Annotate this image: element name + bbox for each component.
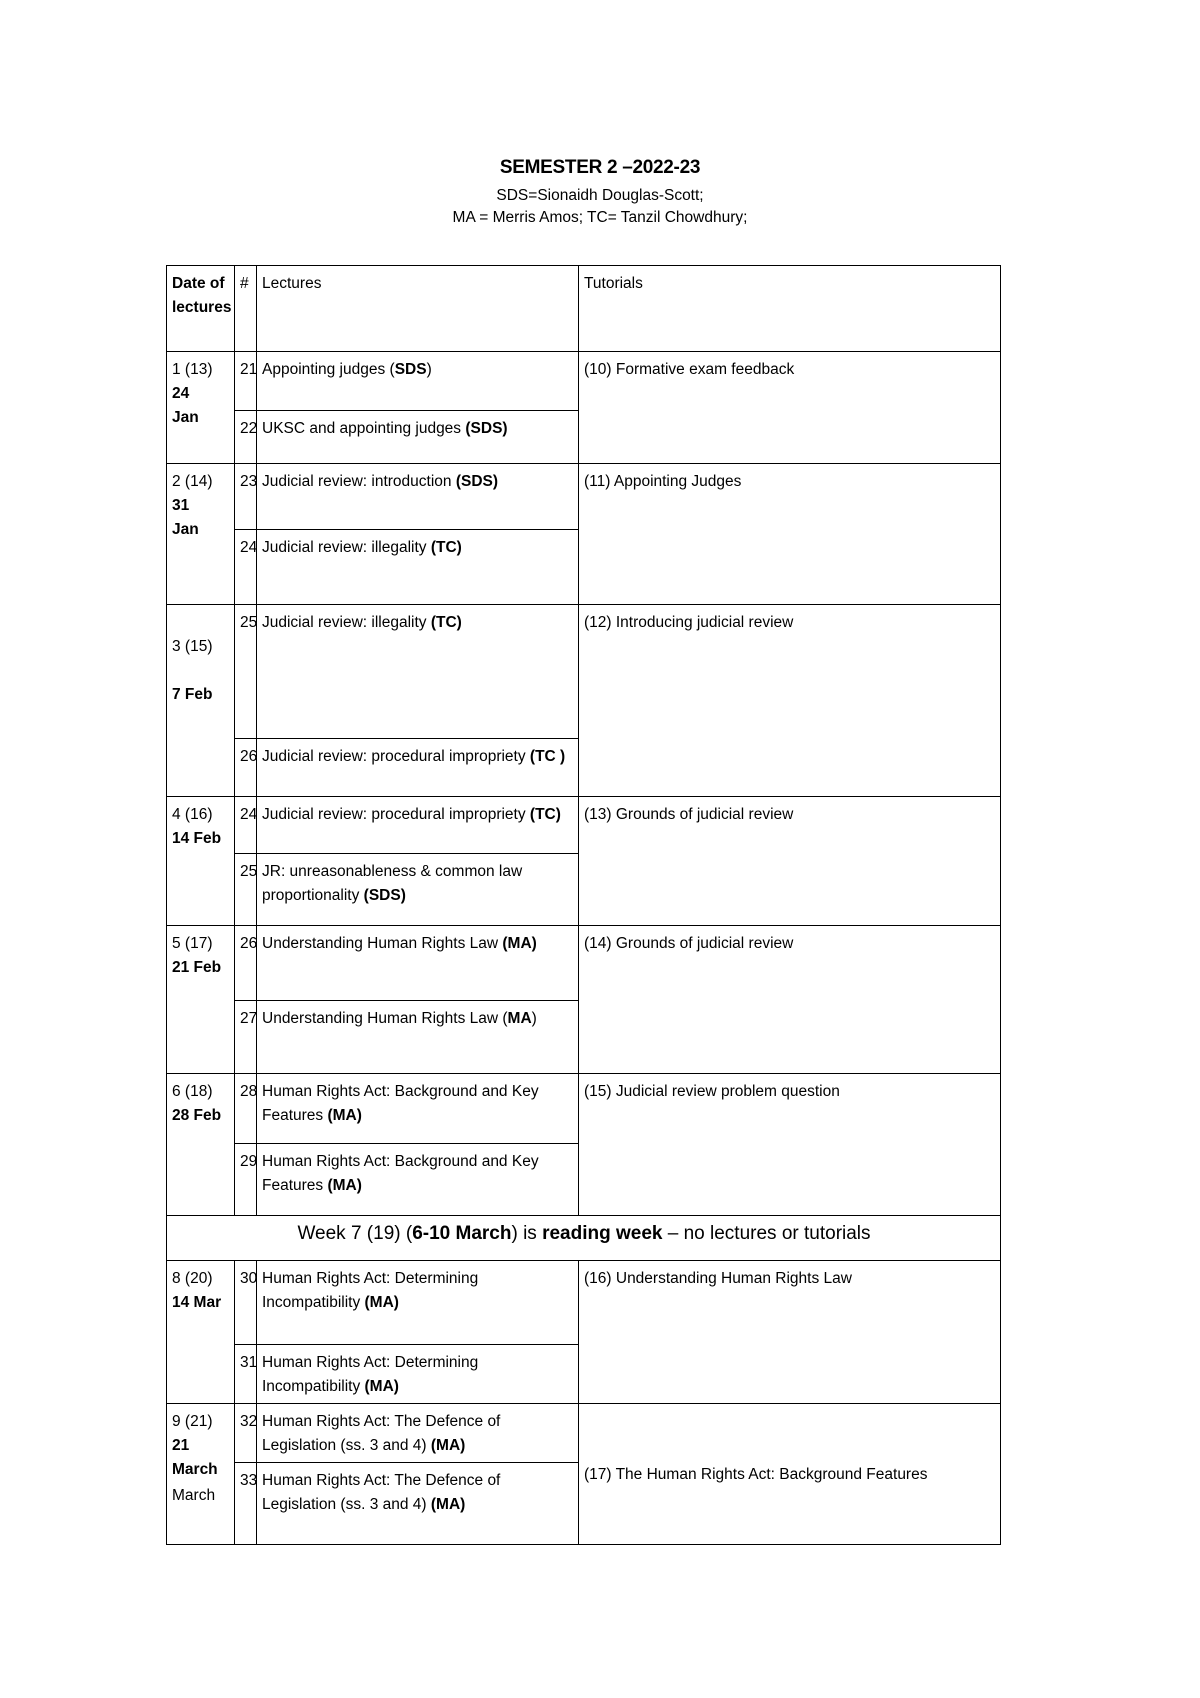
reading-week-dates: 6-10 March: [412, 1223, 512, 1244]
lecture-number: 32: [235, 1404, 257, 1463]
lecture-number: 25: [235, 605, 257, 739]
lecturer: MA: [507, 1010, 532, 1027]
header-number: #: [235, 266, 257, 352]
week-date: 24 Jan: [172, 385, 199, 426]
tutorial-cell: (12) Introducing judicial review: [579, 605, 1001, 797]
lecture-title: Human Rights Act: The Defence of Legislation (ss. 3 and 4): [262, 1413, 501, 1454]
lecture-title: Human Rights Act: Background and Key Features: [262, 1083, 539, 1124]
week-label: 8 (20): [172, 1270, 213, 1287]
tutorial-cell: (10) Formative exam feedback: [579, 352, 1001, 464]
lecturer: (TC): [430, 614, 462, 631]
lecture-number: 29: [235, 1144, 257, 1216]
week-date-cell: [167, 926, 235, 1074]
lecture-number: 30: [235, 1261, 257, 1345]
lecture-cell: [257, 1144, 579, 1216]
reading-week-row: [167, 1216, 1001, 1261]
lecture-close: ): [426, 361, 432, 378]
week-date: 14 Feb: [172, 830, 222, 847]
header-date: Date of lectures: [167, 266, 235, 352]
lecture-title: Understanding Human Rights Law: [262, 935, 503, 952]
lecturer: (MA): [502, 935, 537, 952]
week-date: 31 Jan: [172, 497, 199, 538]
lecturer: (MA): [327, 1177, 362, 1194]
lecturer: SDS: [394, 361, 427, 378]
lecturer: (SDS): [465, 420, 508, 437]
lecture-number: 25: [235, 854, 257, 926]
lecturer: (TC): [430, 539, 462, 556]
lecturer: (MA): [430, 1437, 466, 1454]
lecture-number: 24: [235, 797, 257, 854]
lecture-number: 27: [235, 1001, 257, 1074]
lecture-cell: [257, 1463, 579, 1545]
lecture-title: Judicial review: illegality: [262, 614, 431, 631]
week-label: 5 (17): [172, 935, 213, 952]
lecturer-key: [0, 185, 1200, 229]
tutorial-cell: (16) Understanding Human Rights Law: [579, 1261, 1001, 1404]
week-extra: March: [172, 1487, 216, 1504]
tutorial-cell: (17) The Human Rights Act: Background Features: [579, 1404, 1001, 1545]
table-row: [167, 1074, 1001, 1144]
lecture-title: Appointing judges (: [262, 361, 395, 378]
table-row: [167, 352, 1001, 411]
lecture-number: 26: [235, 739, 257, 797]
week-date-cell: [167, 605, 235, 797]
lecture-cell: [257, 1074, 579, 1144]
lecture-cell: [257, 854, 579, 926]
lecture-cell: [257, 1345, 579, 1404]
reading-week-cell: [167, 1216, 1001, 1261]
page-title: SEMESTER 2 –2022-23: [499, 157, 701, 178]
lecturer: (SDS): [363, 887, 406, 904]
lecture-number: 23: [235, 464, 257, 530]
lecture-number: 31: [235, 1345, 257, 1404]
lecture-number: 26: [235, 926, 257, 1001]
reading-week-label: reading week: [542, 1223, 663, 1244]
lecture-title: Judicial review: procedural impropriety: [262, 748, 530, 765]
lecture-cell: [257, 797, 579, 854]
table-row: [167, 1404, 1001, 1463]
week-label: 6 (18): [172, 1083, 213, 1100]
week-label: 1 (13): [172, 361, 213, 378]
lecture-title: Judicial review: introduction: [262, 473, 456, 490]
table-row: [167, 926, 1001, 1001]
week-label: 2 (14): [172, 473, 213, 490]
lecture-title: Human Rights Act: Determining Incompatibility: [262, 1354, 479, 1395]
lecturer: (TC): [529, 806, 561, 823]
lecture-cell: [257, 1001, 579, 1074]
table-row: [167, 605, 1001, 739]
lecturer: (MA): [327, 1107, 362, 1124]
week-date-cell: [167, 352, 235, 464]
week-date: 21 Feb: [172, 959, 222, 976]
reading-week-mid: ) is: [511, 1223, 543, 1244]
header-lectures: Lectures: [257, 266, 579, 352]
lecture-number: 33: [235, 1463, 257, 1545]
table-row: [167, 797, 1001, 854]
table-row: [167, 464, 1001, 530]
lecturer-key-line-2: MA = Merris Amos; TC= Tanzil Chowdhury;: [452, 209, 748, 226]
lecture-cell: [257, 739, 579, 797]
lecture-cell: [257, 352, 579, 411]
table-row: [167, 1261, 1001, 1345]
lecture-number: 21: [235, 352, 257, 411]
lecture-number: 28: [235, 1074, 257, 1144]
lecturer: (MA): [364, 1294, 399, 1311]
lecture-cell: [257, 464, 579, 530]
week-label: 3 (15): [172, 638, 213, 655]
lecture-close: ): [531, 1010, 537, 1027]
lecture-cell: [257, 926, 579, 1001]
week-date: 7 Feb: [172, 686, 213, 703]
tutorial-cell: (14) Grounds of judicial review: [579, 926, 1001, 1074]
lecture-number: 24: [235, 530, 257, 605]
reading-week-prefix: Week 7 (19) (: [297, 1223, 413, 1244]
week-date-cell: [167, 1074, 235, 1216]
week-label: 4 (16): [172, 806, 213, 823]
schedule-table: [166, 265, 1001, 1545]
lecturer: (SDS): [455, 473, 499, 490]
lecture-title: UKSC and appointing judges: [262, 420, 466, 437]
lecture-cell: [257, 605, 579, 739]
week-date: 21 March: [172, 1437, 218, 1478]
tutorial-cell: (11) Appointing Judges: [579, 464, 1001, 605]
lecture-cell: [257, 530, 579, 605]
lecture-title: JR: unreasonableness & common law proportionality: [262, 863, 523, 904]
week-label: 9 (21): [172, 1413, 213, 1430]
lecture-title: Understanding Human Rights Law (: [262, 1010, 508, 1027]
reading-week-suffix: – no lectures or tutorials: [662, 1223, 871, 1244]
lecture-title: Human Rights Act: The Defence of Legislation (ss. 3 and 4): [262, 1472, 501, 1513]
lecture-cell: [257, 411, 579, 464]
lecturer: (MA): [364, 1378, 399, 1395]
tutorial-cell: (13) Grounds of judicial review: [579, 797, 1001, 926]
lecturer: (TC ): [529, 748, 566, 765]
week-date: 28 Feb: [172, 1107, 222, 1124]
tutorial-cell: (15) Judicial review problem question: [579, 1074, 1001, 1216]
lecture-cell: [257, 1261, 579, 1345]
lecturer-key-line-1: SDS=Sionaidh Douglas-Scott;: [496, 187, 704, 204]
lecture-title: Judicial review: illegality: [262, 539, 431, 556]
lecture-title: Human Rights Act: Background and Key Features: [262, 1153, 539, 1194]
week-date-cell: [167, 1261, 235, 1404]
week-date-cell: [167, 464, 235, 605]
lecture-number: 22: [235, 411, 257, 464]
lecture-title: Human Rights Act: Determining Incompatibility: [262, 1270, 479, 1311]
week-date: 14 Mar: [172, 1294, 222, 1311]
header-tutorials: Tutorials: [579, 266, 1001, 352]
page-header: [0, 157, 1200, 229]
week-date-cell: [167, 797, 235, 926]
lecturer: (MA): [430, 1496, 466, 1513]
lecture-cell: [257, 1404, 579, 1463]
lecture-title: Judicial review: procedural impropriety: [262, 806, 530, 823]
week-date-cell: [167, 1404, 235, 1545]
table-header-row: [167, 266, 1001, 352]
